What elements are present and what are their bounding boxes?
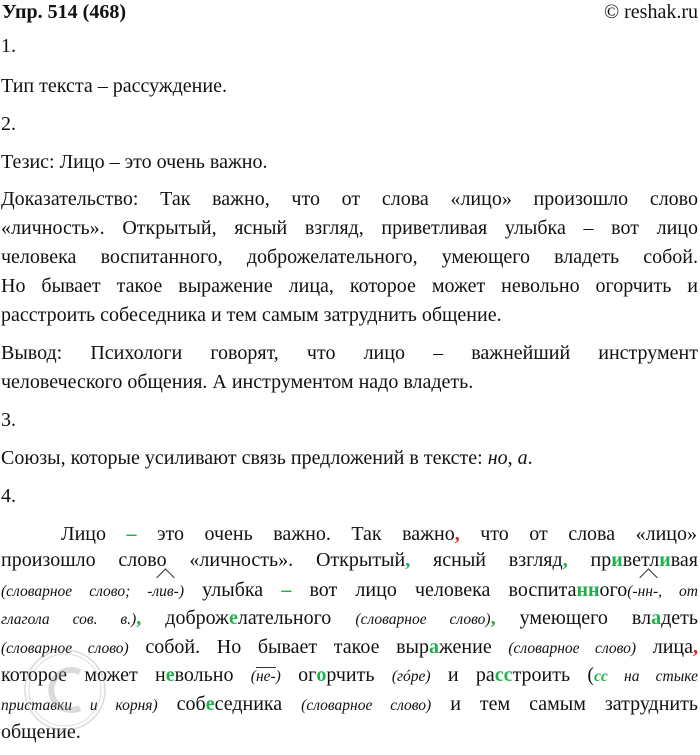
vowel-mark: о [316,664,327,686]
section-2-number: 2. [1,113,16,135]
text: произошло слово «личность». Открытый [1,549,406,571]
text: вольно [174,664,251,686]
note: -) [173,583,184,600]
note: -, от [652,583,698,600]
dash-mark: – [126,523,137,545]
exercise-header [2,0,698,26]
conclusion-line-1: Вывод: Психологи говорят, что лицо – важнейший инструмент [1,342,698,364]
note: (словарное слово) [301,697,432,714]
note: ) [275,668,281,685]
period: . [527,447,533,469]
text: улыбка [184,579,282,601]
vowel-mark: и [611,549,623,571]
analysis-line-4 [1,606,698,632]
note: (- [627,583,638,600]
vowel-mark: е [228,607,238,629]
section-1-number: 1. [1,35,16,57]
analysis-line-1 [61,522,697,546]
suffix-arc-mark: нн [638,580,653,604]
text: ого [599,579,628,601]
text: вая [670,549,699,571]
proof-line-3: человека воспитанного, доброжелательного, умеющего владеть собой. [1,246,698,268]
text: соб [157,693,206,715]
vowel-mark: е [205,693,215,715]
proof-line-4: Но бывает такое выражение лица, которое может невольно огорчить и [1,275,698,297]
text: умеющего вл [495,607,652,629]
note: на стыке [607,668,698,685]
conjunctions-text [1,446,698,470]
text: вот лицо человека воспита [291,579,577,601]
text: Лицо [61,523,127,545]
analysis-line-5 [1,635,698,661]
text: пр [567,549,612,571]
separator: , [507,447,518,469]
proof-line-1: Доказательство: Так важно, что от слова «лицо» произошло слово [1,188,698,210]
note: (словарное слово) [508,640,637,657]
conjunctions-prefix: Союзы, которые усиливают связь предложений в тексте: [1,447,488,469]
analysis-line-2 [1,548,698,572]
double-n-mark: нн [576,579,600,601]
text: и тем самым затруднить [431,693,698,715]
thesis: Тезис: Лицо – это очень важно. [1,151,268,173]
text: что от слова «лицо» [459,523,697,545]
note: (гóре) [391,668,431,685]
text: седника [214,693,302,715]
text: доброж [141,607,229,629]
text: рчить [326,664,392,686]
vowel-mark: и [659,549,671,571]
text: которое может н [1,664,166,686]
text: это очень важно. Так важно [136,523,455,545]
text: собой. Но бывает такое выр [128,636,429,658]
text: ясный взгляд [410,549,563,571]
note: ( [250,668,256,685]
conjunction-a: а [517,447,528,469]
root-arc-mark: лив [152,580,173,604]
note: приставки и корня) [1,697,158,714]
comma-mark: , [562,549,568,571]
comma-mark: , [454,523,460,545]
text: ветл [622,549,660,571]
text: лица [636,636,693,658]
text: жение [439,636,509,658]
text: и ра [430,664,495,686]
exercise-title: Упр. 514 (468) [2,1,127,23]
prefix-mark: не- [255,668,276,685]
comma-mark: , [693,636,698,658]
dash-mark: – [281,579,292,601]
copyright-text: © reshak.ru [603,1,698,23]
analysis-line-3 [1,578,698,604]
analysis-line-7 [1,692,698,718]
section-4-number: 4. [1,485,16,507]
section-3-number: 3. [1,409,16,431]
text-type: Тип текста – рассуждение. [1,75,227,97]
analysis-line-6 [1,663,698,689]
vowel-mark: а [651,607,662,629]
comma-mark: , [490,607,496,629]
note: (словарное слово) [355,611,491,628]
text: деть [661,607,699,629]
text: ог [280,664,317,686]
double-s-mark: сс [494,664,513,686]
vowel-mark: а [429,636,439,658]
conclusion-line-2: человеческого общения. А инструментом надо владеть. [1,371,474,393]
note: (словарное слово; - [1,583,153,600]
text: троить ( [512,664,595,686]
note: глагола сов. в.) [1,611,137,628]
note: (словарное слово) [1,640,129,657]
text: лательного [237,607,356,629]
vowel-mark: е [165,664,175,686]
proof-line-2: «личность». Открытый, ясный взгляд, приветливая улыбка – вот лицо [1,217,698,239]
proof-line-5: расстроить собеседника и тем самым затруднить общение. [1,304,502,326]
analysis-line-8: общение. [1,721,81,743]
double-s-note: сс [594,668,608,685]
conjunction-no: но [487,447,508,469]
comma-mark: , [136,607,142,629]
comma-mark: , [405,549,411,571]
